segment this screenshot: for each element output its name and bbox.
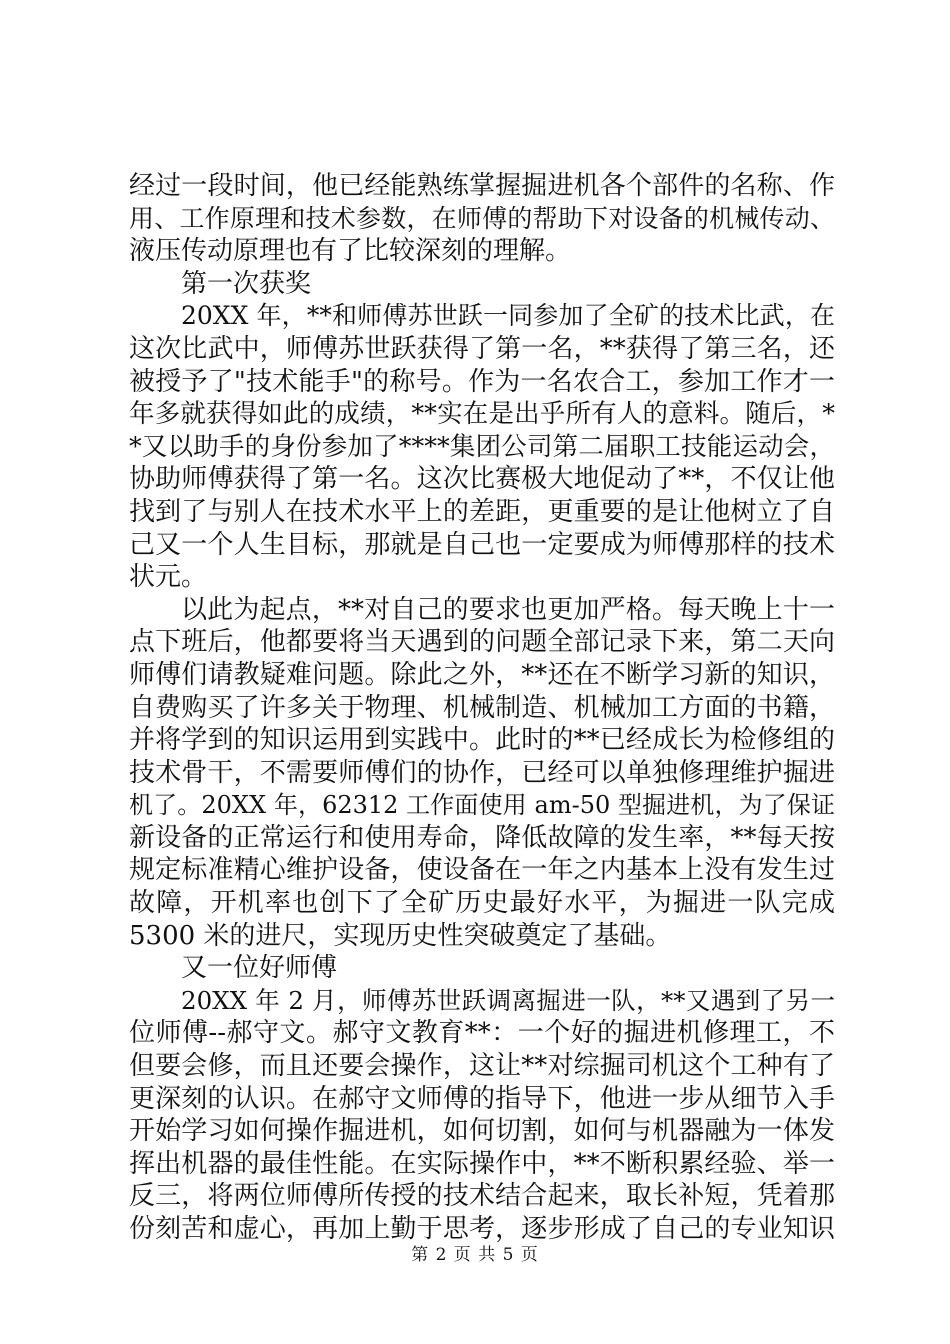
text-line: 自费购买了许多关于物理、机械制造、机械加工方面的书籍， bbox=[129, 692, 835, 723]
text-line: 位师傅--郝守文。郝守文教育**：一个好的掘进机修理工，不 bbox=[129, 1018, 835, 1049]
text-line: 用、工作原理和技术参数，在师傅的帮助下对设备的机械传动、 bbox=[129, 203, 835, 233]
paragraph bbox=[129, 985, 835, 1246]
text-line: 师傅们请教疑难问题。除此之外，**还在不断学习新的知识， bbox=[129, 659, 835, 690]
paragraph bbox=[129, 594, 835, 953]
section-heading: 第一次获奖 bbox=[181, 268, 312, 299]
section-heading: 又一位好师傅 bbox=[181, 953, 338, 984]
text-line: 液压传动原理也有了比较深刻的理解。 bbox=[129, 236, 572, 267]
text-line: 开始学习如何操作掘进机，如何切割，如何与机器融为一体发 bbox=[129, 1116, 835, 1147]
text-line: 协助师傅获得了第一名。这次比赛极大地促动了**，不仅让他 bbox=[129, 464, 835, 495]
text-line: 技术骨干，不需要师傅们的协作，已经可以单独修理维护掘进 bbox=[129, 757, 835, 788]
text-line: 被授予了"技术能手"的称号。作为一名农合工，参加工作才一 bbox=[129, 366, 835, 397]
text-line: 这次比武中，师傅苏世跃获得了第一名，**获得了第三名，还 bbox=[129, 333, 835, 364]
document-body bbox=[129, 170, 835, 1246]
text-line: 以此为起点，**对自己的要求也更加严格。每天晚上十一 bbox=[181, 594, 835, 625]
text-line: 20XX 年 2 月，师傅苏世跃调离掘进一队，**又遇到了另一 bbox=[181, 985, 835, 1015]
text-line: 份刻苦和虚心，再加上勤于思考，逐步形成了自己的专业知识 bbox=[129, 1214, 835, 1244]
text-line: 但要会修，而且还要会操作，这让**对综掘司机这个工种有了 bbox=[129, 1051, 835, 1082]
text-line: 规定标准精心维护设备，使设备在一年之内基本上没有发生过 bbox=[129, 855, 835, 886]
text-line: 机了。20XX 年，62312 工作面使用 am-50 型掘进机，为了保证 bbox=[129, 791, 835, 820]
text-line: 年多就获得如此的成绩，**实在是出乎所有人的意料。随后，* bbox=[129, 399, 835, 430]
text-line: 状元。 bbox=[129, 562, 208, 593]
text-line: 找到了与别人在技术水平上的差距，更重要的是让他树立了自 bbox=[129, 496, 835, 527]
text-line: 5300 米的进尺，实现历史性突破奠定了基础。 bbox=[129, 920, 672, 951]
page-number-footer: 第 2 页 共 5 页 bbox=[411, 1245, 539, 1265]
text-line: 更深刻的认识。在郝守文师傅的指导下，他进一步从细节入手 bbox=[129, 1083, 835, 1114]
text-line: 经过一段时间，他已经能熟练掌握掘进机各个部件的名称、作 bbox=[129, 171, 835, 201]
text-line: 点下班后，他都要将当天遇到的问题全部记录下来，第二天向 bbox=[129, 627, 835, 658]
text-line: 挥出机器的最佳性能。在实际操作中，**不断积累经验、举一 bbox=[129, 1148, 835, 1179]
paragraph bbox=[129, 300, 835, 593]
text-line: 己又一个人生目标，那就是自己也一定要成为师傅那样的技术 bbox=[129, 529, 835, 560]
text-line: *又以助手的身份参加了****集团公司第二届职工技能运动会， bbox=[129, 431, 835, 462]
text-line: 反三，将两位师傅所传授的技术结合起来，取长补短，凭着那 bbox=[129, 1181, 835, 1212]
text-line: 20XX 年，**和师傅苏世跃一同参加了全矿的技术比武，在 bbox=[181, 301, 835, 331]
text-line: 新设备的正常运行和使用寿命，降低故障的发生率，**每天按 bbox=[129, 822, 835, 853]
text-line: 故障，开机率也创下了全矿历史最好水平，为掘进一队完成 bbox=[129, 888, 835, 919]
text-line: 并将学到的知识运用到实践中。此时的**已经成长为检修组的 bbox=[129, 725, 835, 756]
paragraph bbox=[129, 170, 835, 268]
